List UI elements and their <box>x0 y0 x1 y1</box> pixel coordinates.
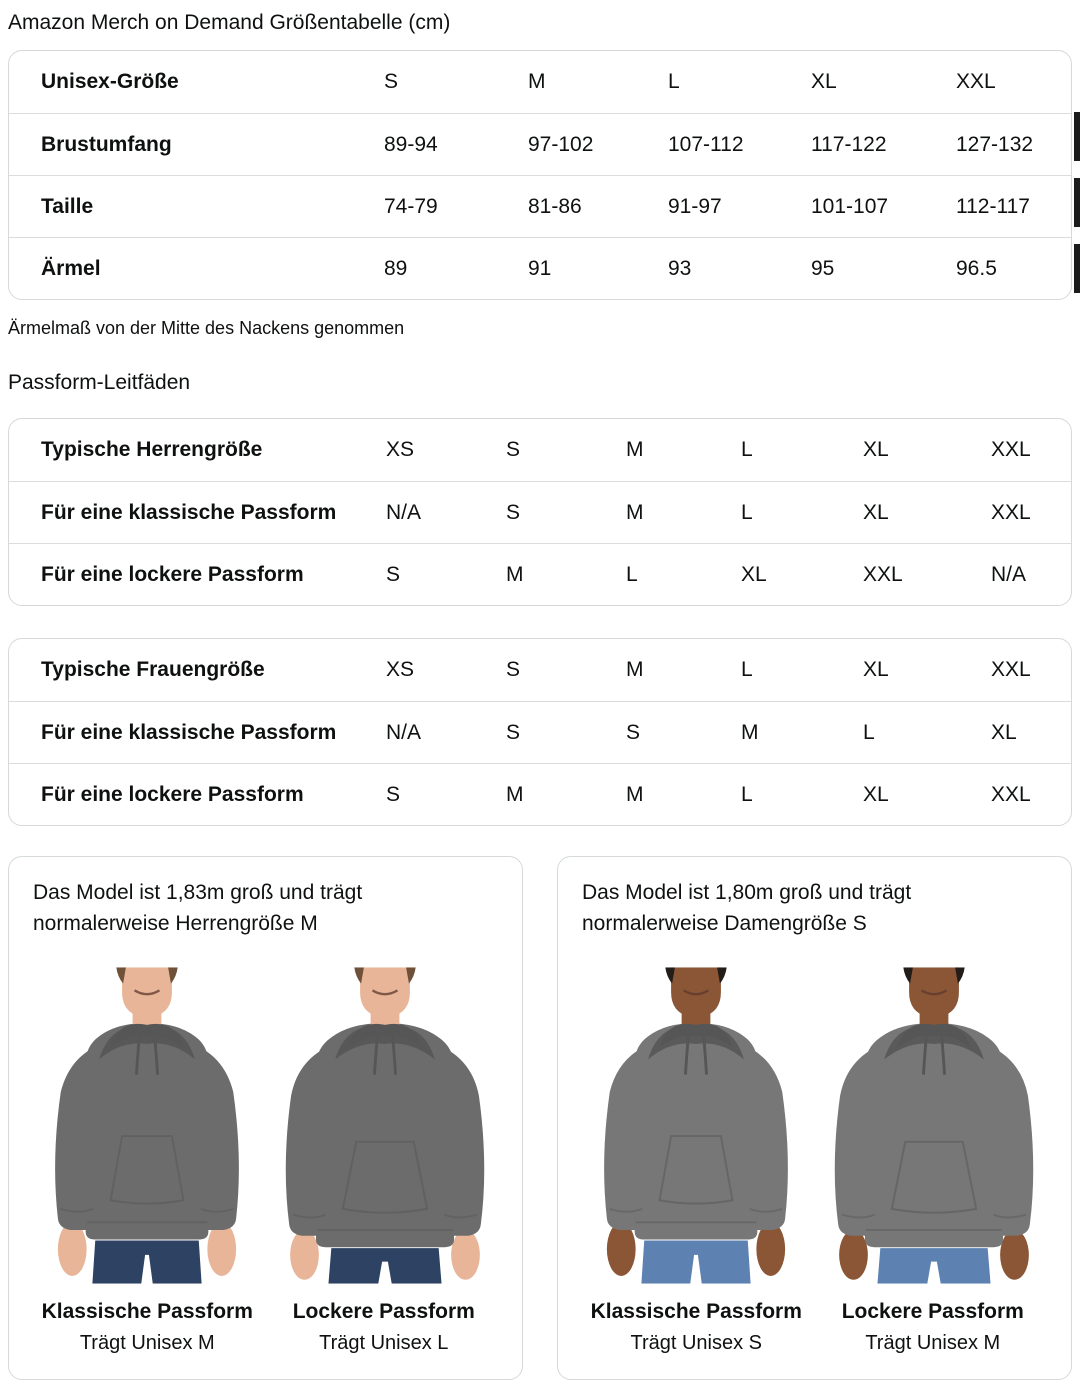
page-title: Amazon Merch on Demand Größentabelle (cm) <box>8 11 451 34</box>
table-cell: S <box>506 720 521 744</box>
table-cell: XL <box>863 500 889 524</box>
table-cell: 74-79 <box>384 194 438 218</box>
table-cell: XXL <box>991 500 1031 524</box>
model-photo-loose-fit <box>819 957 1049 1285</box>
row-label: Typische Herrengröße <box>41 438 263 461</box>
table-cell: S <box>506 438 521 461</box>
fit-caption-size: Trägt Unisex L <box>319 1332 449 1354</box>
table-cell: 112-117 <box>956 194 1030 218</box>
row-label: Brustumfang <box>41 132 172 156</box>
table-cell: N/A <box>386 720 422 744</box>
fit-guides-heading: Passform-Leitfäden <box>8 371 191 394</box>
table-cell: XL <box>863 782 889 806</box>
table-edge-indicator <box>1074 178 1080 227</box>
table-cell: L <box>668 70 680 93</box>
row-label: Unisex-Größe <box>41 70 179 93</box>
table-cell: S <box>386 562 401 586</box>
photo-caption <box>270 1297 499 1359</box>
table-cell: S <box>626 720 641 744</box>
table-cell: XL <box>811 70 837 93</box>
table-cell: L <box>741 658 753 681</box>
row-label: Für eine klassische Passform <box>41 500 337 524</box>
fit-caption-title: Klassische Passform <box>41 1300 253 1323</box>
table-cell: 117-122 <box>811 132 887 156</box>
table-cell: XXL <box>991 658 1031 681</box>
table-row <box>9 763 1071 825</box>
hoodie-figure-icon <box>581 966 811 1285</box>
table-cell: 96.5 <box>956 256 997 280</box>
table-cell: S <box>386 782 401 806</box>
table-cell: XXL <box>991 438 1031 461</box>
table-cell: L <box>741 782 753 806</box>
table-cell: N/A <box>991 562 1027 586</box>
model-description <box>33 877 498 939</box>
table-cell: 101-107 <box>811 194 889 218</box>
table-cell: 89-94 <box>384 132 438 156</box>
photo-captions <box>33 1297 498 1359</box>
table-cell: 95 <box>811 256 835 280</box>
fit-caption-title: Lockere Passform <box>292 1300 475 1323</box>
table-cell: L <box>863 720 875 744</box>
table-cell: 91 <box>528 256 552 280</box>
table-row <box>9 639 1071 701</box>
model-description-line: Das Model ist 1,80m groß und trägt <box>582 881 912 904</box>
table-row <box>9 701 1071 763</box>
row-label: Für eine klassische Passform <box>41 720 337 744</box>
model-photos <box>582 957 1047 1285</box>
table-cell: L <box>741 500 753 524</box>
table-header-row <box>9 51 1071 113</box>
table-cell: 107-112 <box>668 132 744 156</box>
table-row <box>9 481 1071 543</box>
row-label: Typische Frauengröße <box>41 658 265 681</box>
sleeve-measure-note: Ärmelmaß von der Mitte des Nackens genommen <box>8 318 405 338</box>
table-cell: L <box>626 562 638 586</box>
table-edge-indicator <box>1074 112 1080 161</box>
table-row <box>9 237 1071 299</box>
fit-caption-size: Trägt Unisex M <box>865 1332 1001 1354</box>
model-cards <box>8 856 1072 1380</box>
womens-fit-table <box>8 638 1072 826</box>
row-label: Ärmel <box>41 256 101 280</box>
fit-caption-title: Lockere Passform <box>841 1300 1024 1323</box>
table-cell: M <box>528 70 546 93</box>
fit-caption-size: Trägt Unisex M <box>79 1332 215 1354</box>
model-card-men <box>8 856 523 1380</box>
table-cell: XS <box>386 658 415 681</box>
hoodie-figure-icon <box>270 966 500 1285</box>
table-cell: M <box>626 500 644 524</box>
fit-caption-size: Trägt Unisex S <box>630 1332 763 1354</box>
photo-caption <box>819 1297 1048 1359</box>
unisex-size-table <box>8 50 1072 300</box>
table-cell: XXL <box>956 70 996 93</box>
hoodie-figure-icon <box>819 966 1049 1285</box>
table-cell: M <box>506 562 524 586</box>
table-cell: M <box>626 782 644 806</box>
table-cell: M <box>626 438 644 461</box>
table-cell: S <box>506 658 521 681</box>
table-edge-indicator <box>1074 244 1080 293</box>
table-row <box>9 175 1071 237</box>
model-photo-classic-fit <box>581 957 811 1285</box>
table-cell: 91-97 <box>668 194 722 218</box>
photo-caption <box>33 1297 262 1359</box>
model-card-women <box>557 856 1072 1380</box>
table-cell: L <box>741 438 753 461</box>
table-cell: XL <box>741 562 767 586</box>
table-row <box>9 113 1071 175</box>
hoodie-figure-icon <box>32 966 262 1285</box>
table-cell: 89 <box>384 256 408 280</box>
table-cell: S <box>506 500 521 524</box>
table-cell: XL <box>863 438 889 461</box>
table-cell: M <box>741 720 759 744</box>
model-description-line: normalerweise Herrengröße M <box>33 912 318 935</box>
table-cell: M <box>506 782 524 806</box>
table-cell: XL <box>863 658 889 681</box>
row-label: Taille <box>41 194 94 218</box>
model-description <box>582 877 1047 939</box>
table-cell: 81-86 <box>528 194 582 218</box>
model-description-line: normalerweise Damengröße S <box>582 912 867 935</box>
row-label: Für eine lockere Passform <box>41 562 304 586</box>
table-row <box>9 543 1071 605</box>
photo-captions <box>582 1297 1047 1359</box>
fit-caption-title: Klassische Passform <box>590 1300 802 1323</box>
table-cell: XL <box>991 720 1017 744</box>
table-cell: M <box>626 658 644 681</box>
table-cell: XXL <box>991 782 1031 806</box>
table-cell: 97-102 <box>528 132 594 156</box>
table-cell: XXL <box>863 562 903 586</box>
row-label: Für eine lockere Passform <box>41 782 304 806</box>
table-row <box>9 419 1071 481</box>
model-photo-loose-fit <box>270 957 500 1285</box>
model-description-line: Das Model ist 1,83m groß und trägt <box>33 881 363 904</box>
table-cell: XS <box>386 438 415 461</box>
table-cell: 93 <box>668 256 692 280</box>
table-cell: 127-132 <box>956 132 1034 156</box>
model-photo-classic-fit <box>32 957 262 1285</box>
mens-fit-table <box>8 418 1072 606</box>
photo-caption <box>582 1297 811 1359</box>
table-cell: S <box>384 70 399 93</box>
table-cell: N/A <box>386 500 422 524</box>
model-photos <box>33 957 498 1285</box>
